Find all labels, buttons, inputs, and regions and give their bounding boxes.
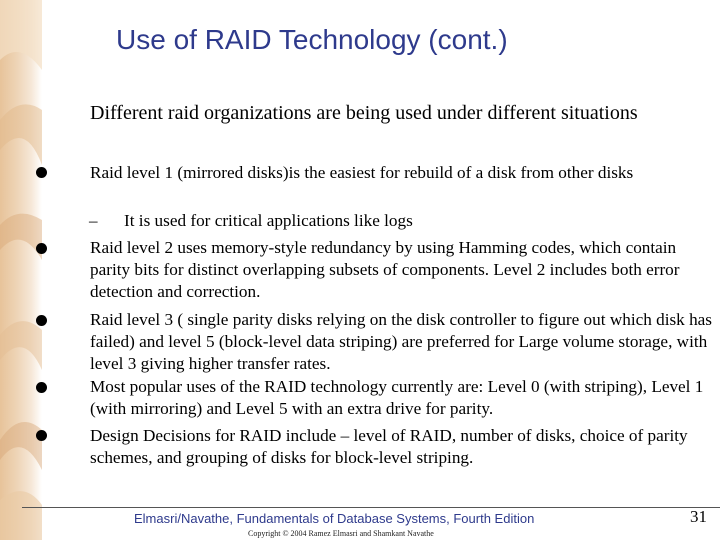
bullet-1: Raid level 1 (mirrored disks)is the easiest for rebuild of a disk from other disks xyxy=(90,163,634,182)
bullet-5: Design Decisions for RAID include – level of RAID, number of disks, choice of parity schemes, and grouping of disks for block-level striping. xyxy=(90,426,688,468)
footer-copyright: Copyright © 2004 Ramez Elmasri and Shamkant Navathe xyxy=(248,529,434,538)
bullet-4: Most popular uses of the RAID technology currently are: Level 0 (with striping), Level 1 (with mirroring) and Level 5 with an extra drive for parity. xyxy=(90,377,704,419)
bullet-dot xyxy=(36,167,47,178)
slide-title: Use of RAID Technology (cont.) xyxy=(116,24,508,55)
bullet-dot xyxy=(36,243,47,254)
bullet-2: Raid level 2 uses memory-style redundancy by using Hamming codes, which contain parity bits for distinct overlapping subsets of components. Level 2 includes both error detection and correction. xyxy=(90,238,680,302)
sub-bullet-dash: – xyxy=(89,211,98,230)
desert-dunes-decoration xyxy=(0,0,42,540)
bullet-dot xyxy=(36,315,47,326)
bullet-dot xyxy=(36,382,47,393)
sub-bullet-1: It is used for critical applications like logs xyxy=(124,211,413,230)
bullet-3: Raid level 3 ( single parity disks relying on the disk controller to figure out which disk has failed) and level 5 (block-level data striping) are preferred for Large volume storage, with level 3 giving higher transfer rates. xyxy=(90,310,712,374)
bullet-dot xyxy=(36,430,47,441)
footer-book-title: Elmasri/Navathe, Fundamentals of Database Systems, Fourth Edition xyxy=(134,511,535,526)
footer-divider xyxy=(22,507,720,508)
intro-text: Different raid organizations are being used under different situations xyxy=(90,102,638,124)
page-number: 31 xyxy=(690,507,707,526)
